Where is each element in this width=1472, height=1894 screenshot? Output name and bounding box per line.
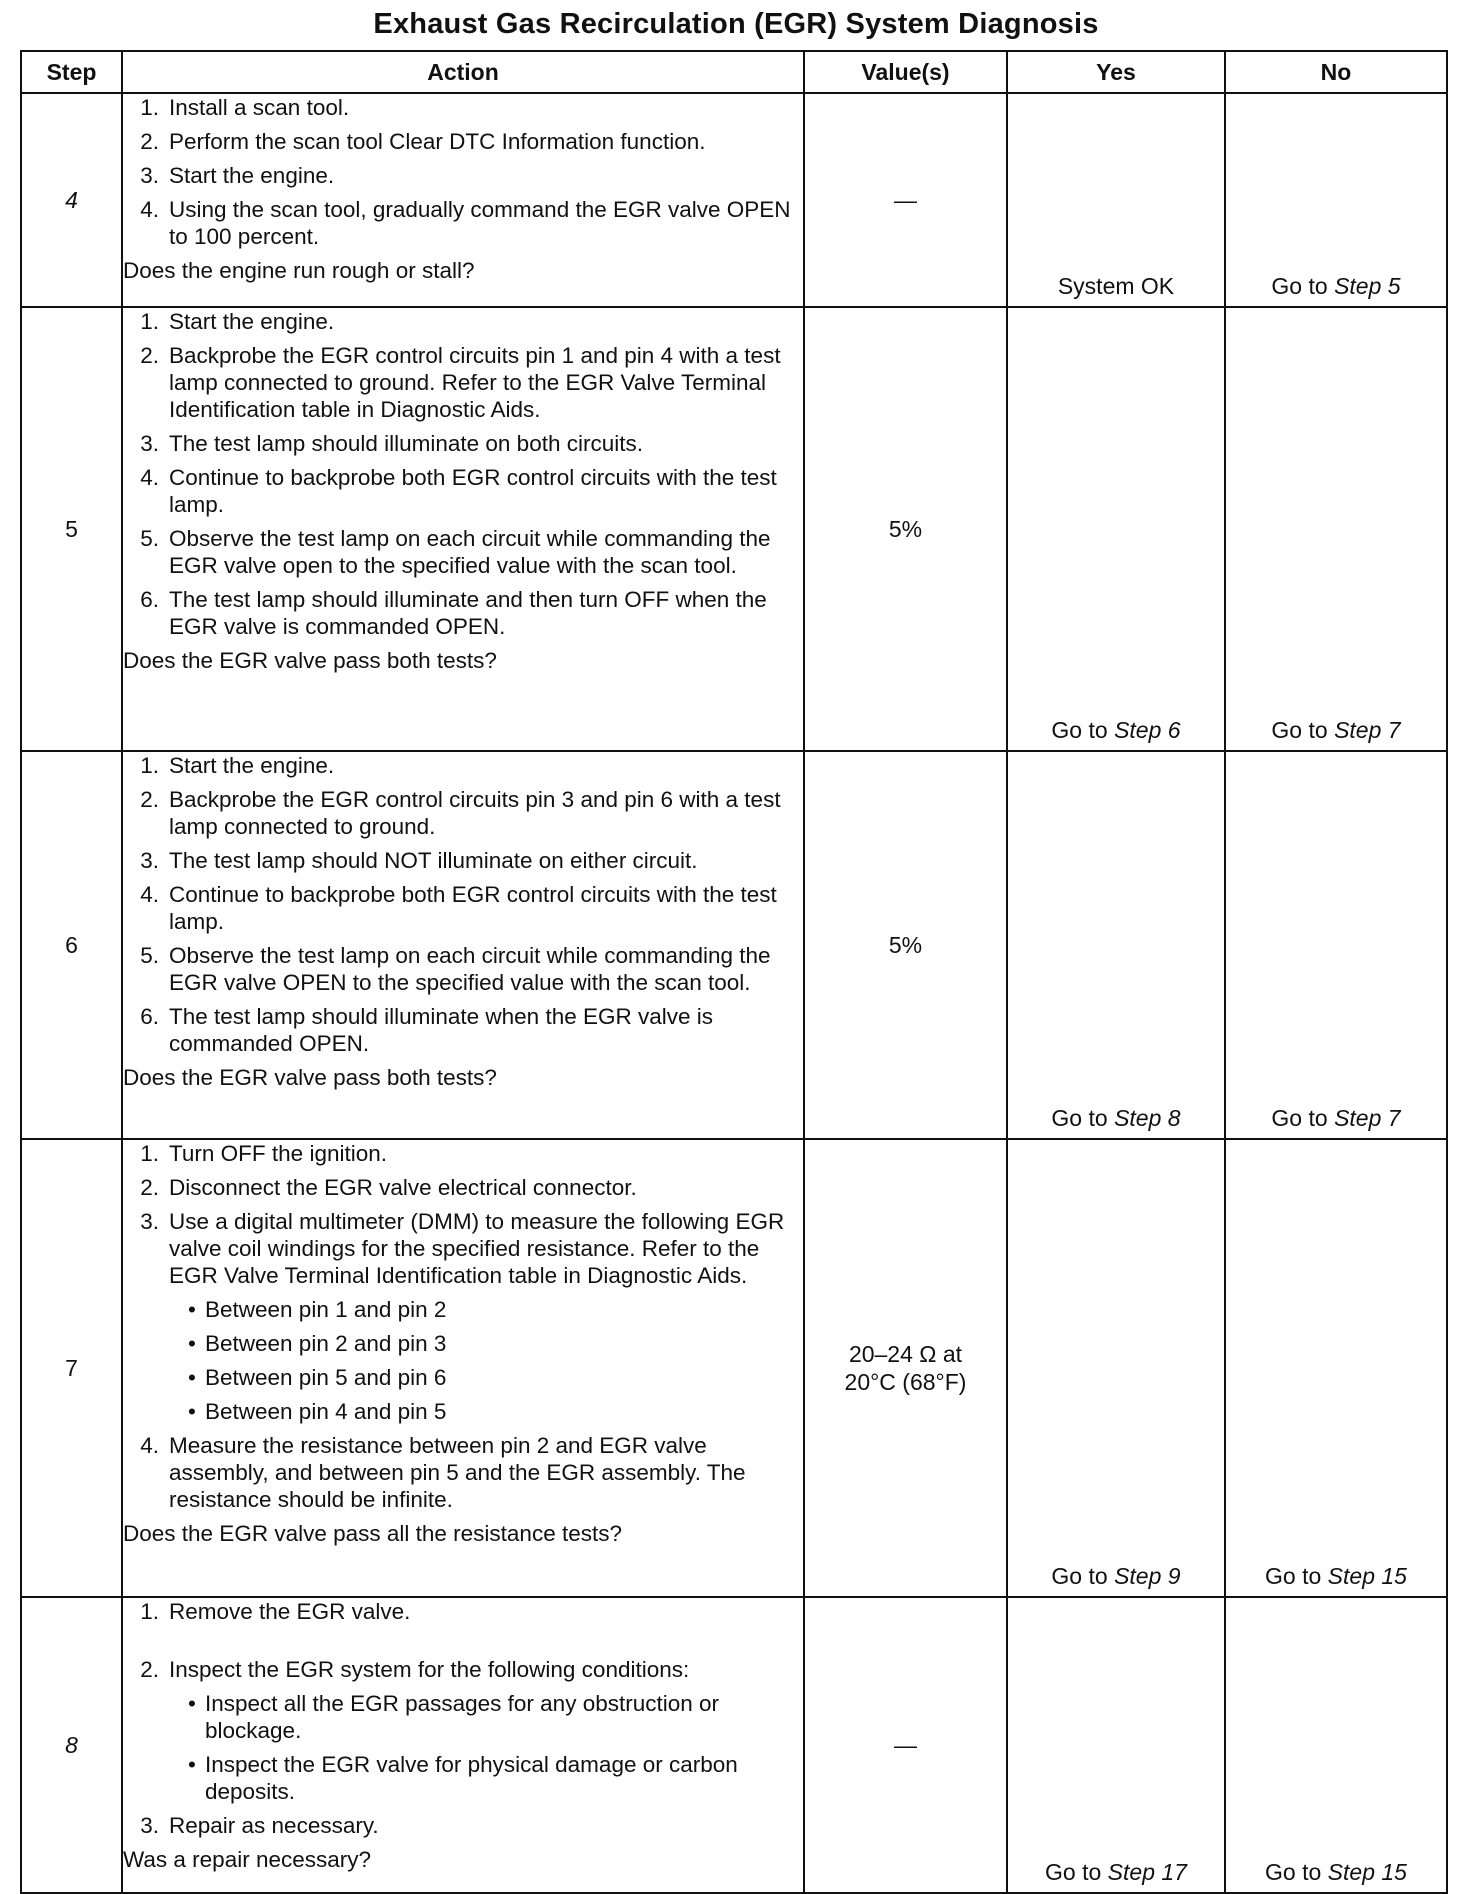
question: Does the engine run rough or stall? <box>123 258 475 283</box>
value-cell: 5% <box>804 307 1007 751</box>
diagnosis-table <box>20 50 1448 1894</box>
no-result: Go to Step 7 <box>1271 717 1401 743</box>
list-item: 4. Continue to backprobe both EGR control circuits with the test lamp. <box>140 465 777 517</box>
yes-cell <box>1007 751 1225 1139</box>
list-item: 3. Use a digital multimeter (DMM) to measure the following EGR valve coil windings for the specified resistance. Refer to the EGR Valve Terminal Identification table in Diagnostic Aids. <box>140 1209 785 1288</box>
yes-cell <box>1007 1139 1225 1597</box>
bullet-item: • Between pin 4 and pin 5 <box>188 1399 447 1424</box>
list-item: 2. Perform the scan tool Clear DTC Information function. <box>140 129 706 154</box>
list-item: 3. The test lamp should NOT illuminate on either circuit. <box>140 848 698 873</box>
action-cell <box>122 1597 804 1893</box>
value-cell: 5% <box>804 751 1007 1139</box>
question: Does the EGR valve pass both tests? <box>123 648 497 673</box>
bullet-item: • Between pin 2 and pin 3 <box>188 1331 447 1356</box>
page-title: Exhaust Gas Recirculation (EGR) System Diagnosis <box>373 8 1099 40</box>
list-item: 4. Continue to backprobe both EGR control circuits with the test lamp. <box>140 882 777 934</box>
no-result: Go to Step 5 <box>1271 273 1401 299</box>
list-item: 1. Install a scan tool. <box>140 95 350 120</box>
header-no: No <box>1225 51 1447 93</box>
list-item: 1. Remove the EGR valve. <box>140 1599 411 1624</box>
list-item: 3. The test lamp should illuminate on both circuits. <box>140 431 643 456</box>
step-number: 7 <box>21 1139 122 1597</box>
bullet-item: • Inspect the EGR valve for physical damage or carbon deposits. <box>188 1752 738 1804</box>
list-item: 3. Repair as necessary. <box>140 1813 379 1838</box>
action-cell <box>122 751 804 1139</box>
list-item: 1. Start the engine. <box>140 753 335 778</box>
step-number: 8 <box>21 1597 122 1893</box>
table-row <box>21 1139 1447 1597</box>
header-row <box>21 51 1447 93</box>
list-item: 2. Backprobe the EGR control circuits pin 3 and pin 6 with a test lamp connected to ground. <box>140 787 781 839</box>
action-cell <box>122 93 804 307</box>
list-item: 1. Start the engine. <box>140 309 335 334</box>
yes-cell <box>1007 1597 1225 1893</box>
list-item: 1. Turn OFF the ignition. <box>140 1141 388 1166</box>
value-cell: 20–24 Ω at 20°C (68°F) <box>804 1139 1007 1597</box>
table-row <box>21 93 1447 307</box>
action-cell <box>122 1139 804 1597</box>
yes-cell <box>1007 307 1225 751</box>
table-row <box>21 1597 1447 1893</box>
step-number: 6 <box>21 751 122 1139</box>
list-item: 5. Observe the test lamp on each circuit while commanding the EGR valve open to the specified value with the scan tool. <box>140 526 771 578</box>
no-cell <box>1225 751 1447 1139</box>
table-row <box>21 307 1447 751</box>
list-item: 4. Measure the resistance between pin 2 and EGR valve assembly, and between pin 5 and the EGR assembly. The resistance should be infinite. <box>140 1433 746 1512</box>
list-item: 6. The test lamp should illuminate when the EGR valve is commanded OPEN. <box>140 1004 714 1056</box>
list-item: 6. The test lamp should illuminate and then turn OFF when the EGR valve is commanded OPEN. <box>140 587 767 639</box>
list-item: 2. Disconnect the EGR valve electrical connector. <box>140 1175 637 1200</box>
header-values: Value(s) <box>804 51 1007 93</box>
list-item: 4. Using the scan tool, gradually command the EGR valve OPEN to 100 percent. <box>140 197 791 249</box>
yes-result: System OK <box>1057 273 1175 299</box>
no-cell <box>1225 1139 1447 1597</box>
question: Does the EGR valve pass all the resistance tests? <box>123 1521 622 1546</box>
no-result: Go to Step 7 <box>1271 1105 1401 1131</box>
value-cell: — <box>804 93 1007 307</box>
value-cell: — <box>804 1597 1007 1893</box>
no-result: Go to Step 15 <box>1265 1563 1407 1589</box>
list-item: 2. Backprobe the EGR control circuits pin 1 and pin 4 with a test lamp connected to ground. Refer to the EGR Valve Terminal Identification table in Diagnostic Aids. <box>140 343 781 422</box>
question: Does the EGR valve pass both tests? <box>123 1065 497 1090</box>
yes-result: Go to Step 8 <box>1051 1105 1181 1131</box>
no-result: Go to Step 15 <box>1265 1859 1407 1885</box>
no-cell <box>1225 307 1447 751</box>
no-cell <box>1225 93 1447 307</box>
bullet-item: • Between pin 1 and pin 2 <box>188 1297 447 1322</box>
list-item: 3. Start the engine. <box>140 163 335 188</box>
table-row <box>21 751 1447 1139</box>
question: Was a repair necessary? <box>123 1847 372 1872</box>
no-cell <box>1225 1597 1447 1893</box>
yes-result: Go to Step 9 <box>1051 1563 1181 1589</box>
bullet-item: • Between pin 5 and pin 6 <box>188 1365 447 1390</box>
header-yes: Yes <box>1007 51 1225 93</box>
step-number: 5 <box>21 307 122 751</box>
header-step: Step <box>21 51 122 93</box>
yes-cell <box>1007 93 1225 307</box>
list-item: 2. Inspect the EGR system for the following conditions: <box>140 1657 690 1682</box>
yes-result: Go to Step 17 <box>1045 1859 1187 1885</box>
action-cell <box>122 307 804 751</box>
bullet-item: • Inspect all the EGR passages for any obstruction or blockage. <box>188 1691 720 1743</box>
step-number: 4 <box>21 93 122 307</box>
header-action: Action <box>122 51 804 93</box>
list-item: 5. Observe the test lamp on each circuit while commanding the EGR valve OPEN to the specified value with the scan tool. <box>140 943 771 995</box>
yes-result: Go to Step 6 <box>1051 717 1181 743</box>
